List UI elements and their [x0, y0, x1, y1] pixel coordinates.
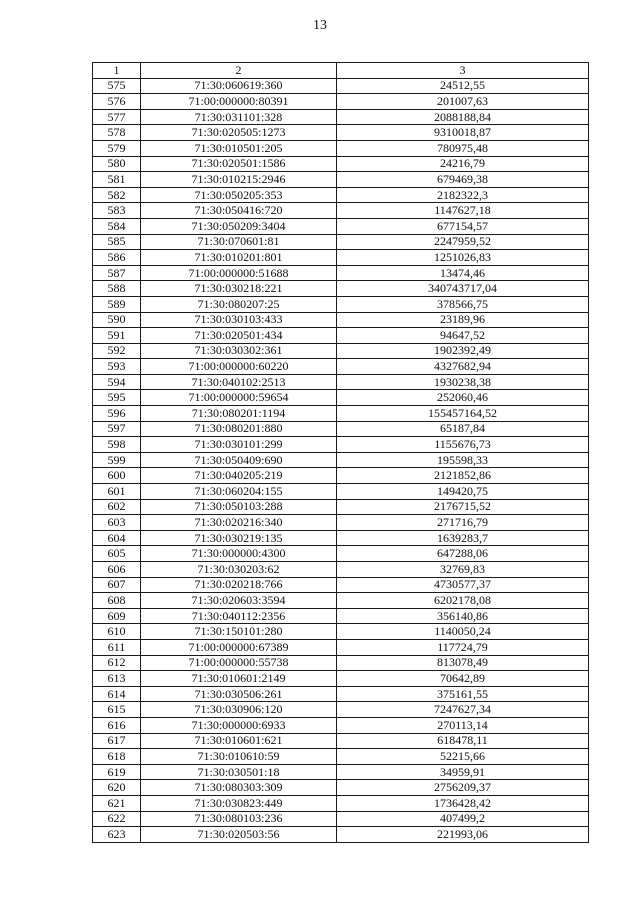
cadastral-number-cell: 71:30:040205:219: [141, 468, 337, 484]
row-number-cell: 589: [93, 296, 141, 312]
row-number-cell: 601: [93, 484, 141, 500]
table-row: [93, 624, 589, 640]
row-number-cell: 608: [93, 593, 141, 609]
value-cell: 24512,55: [337, 78, 589, 94]
cadastral-number-cell: 71:00:000000:55738: [141, 655, 337, 671]
cadastral-number-cell: 71:30:070601:81: [141, 234, 337, 250]
row-number-cell: 587: [93, 265, 141, 281]
row-number-cell: 599: [93, 452, 141, 468]
table-row: [93, 187, 589, 203]
value-cell: 375161,55: [337, 686, 589, 702]
value-cell: 2176715,52: [337, 499, 589, 515]
table-row: [93, 780, 589, 796]
table-row: [93, 686, 589, 702]
cadastral-number-cell: 71:30:030501:18: [141, 764, 337, 780]
row-number-cell: 597: [93, 421, 141, 437]
table-row: [93, 530, 589, 546]
cadastral-number-cell: 71:30:050205:353: [141, 187, 337, 203]
table-row: [93, 421, 589, 437]
table-row: [93, 733, 589, 749]
table-row: [93, 484, 589, 500]
cadastral-number-cell: 71:30:010215:2946: [141, 172, 337, 188]
table-row: [93, 795, 589, 811]
cadastral-number-cell: 71:30:020216:340: [141, 515, 337, 531]
cadastral-number-cell: 71:30:010610:59: [141, 749, 337, 765]
row-number-cell: 610: [93, 624, 141, 640]
table-row: [93, 546, 589, 562]
value-cell: 356140,86: [337, 608, 589, 624]
cadastral-number-cell: 71:30:020503:56: [141, 827, 337, 843]
table-header-row: [93, 63, 589, 79]
row-number-cell: 579: [93, 140, 141, 156]
table-row: [93, 593, 589, 609]
value-cell: 2756209,37: [337, 780, 589, 796]
row-number-cell: 588: [93, 281, 141, 297]
table-row: [93, 156, 589, 172]
value-cell: 6202178,08: [337, 593, 589, 609]
cadastral-number-cell: 71:00:000000:80391: [141, 94, 337, 110]
cadastral-number-cell: 71:30:080303:309: [141, 780, 337, 796]
row-number-cell: 607: [93, 577, 141, 593]
row-number-cell: 604: [93, 530, 141, 546]
table-row: [93, 562, 589, 578]
cadastral-number-cell: 71:30:080207:25: [141, 296, 337, 312]
table-row: [93, 639, 589, 655]
table-row: [93, 281, 589, 297]
cadastral-number-cell: 71:30:030219:135: [141, 530, 337, 546]
row-number-cell: 615: [93, 702, 141, 718]
table-row: [93, 764, 589, 780]
cadastral-number-cell: 71:30:020218:766: [141, 577, 337, 593]
row-number-cell: 575: [93, 78, 141, 94]
value-cell: 94647,52: [337, 328, 589, 344]
column-header-2: 2: [141, 63, 337, 79]
value-cell: 13474,46: [337, 265, 589, 281]
cadastral-number-cell: 71:30:031101:328: [141, 109, 337, 125]
row-number-cell: 578: [93, 125, 141, 141]
value-cell: 155457164,52: [337, 406, 589, 422]
row-number-cell: 580: [93, 156, 141, 172]
value-cell: 271716,79: [337, 515, 589, 531]
cadastral-number-cell: 71:30:030823:449: [141, 795, 337, 811]
cadastral-number-cell: 71:30:060619:360: [141, 78, 337, 94]
cadastral-number-cell: 71:30:030302:361: [141, 343, 337, 359]
row-number-cell: 581: [93, 172, 141, 188]
cadastral-number-cell: 71:30:010601:2149: [141, 671, 337, 687]
column-header-3: 3: [337, 63, 589, 79]
table-row: [93, 827, 589, 843]
value-cell: 52215,66: [337, 749, 589, 765]
row-number-cell: 591: [93, 328, 141, 344]
row-number-cell: 590: [93, 312, 141, 328]
table-row: [93, 749, 589, 765]
table-row: [93, 343, 589, 359]
table-row: [93, 499, 589, 515]
page-number: 13: [313, 18, 327, 33]
table-row: [93, 265, 589, 281]
row-number-cell: 586: [93, 250, 141, 266]
row-number-cell: 584: [93, 218, 141, 234]
value-cell: 1736428,42: [337, 795, 589, 811]
table-row: [93, 515, 589, 531]
table-row: [93, 94, 589, 110]
row-number-cell: 577: [93, 109, 141, 125]
value-cell: 1251026,83: [337, 250, 589, 266]
table-row: [93, 78, 589, 94]
table-row: [93, 312, 589, 328]
table-row: [93, 452, 589, 468]
row-number-cell: 602: [93, 499, 141, 515]
row-number-cell: 619: [93, 764, 141, 780]
cadastral-number-cell: 71:30:080201:1194: [141, 406, 337, 422]
row-number-cell: 603: [93, 515, 141, 531]
value-cell: 4730577,37: [337, 577, 589, 593]
cadastral-number-cell: 71:30:080103:236: [141, 811, 337, 827]
row-number-cell: 576: [93, 94, 141, 110]
row-number-cell: 595: [93, 390, 141, 406]
cadastral-number-cell: 71:30:050103:288: [141, 499, 337, 515]
value-cell: 647288,06: [337, 546, 589, 562]
value-cell: 679469,38: [337, 172, 589, 188]
table-row: [93, 390, 589, 406]
row-number-cell: 605: [93, 546, 141, 562]
row-number-cell: 592: [93, 343, 141, 359]
row-number-cell: 583: [93, 203, 141, 219]
cadastral-number-cell: 71:30:080201:880: [141, 421, 337, 437]
cadastral-number-cell: 71:30:050409:690: [141, 452, 337, 468]
value-cell: 780975,48: [337, 140, 589, 156]
value-cell: 252060,46: [337, 390, 589, 406]
cadastral-number-cell: 71:30:010501:205: [141, 140, 337, 156]
value-cell: 1930238,38: [337, 374, 589, 390]
cadastral-number-cell: 71:30:060204:155: [141, 484, 337, 500]
table-row: [93, 218, 589, 234]
table-row: [93, 250, 589, 266]
cadastral-number-cell: 71:30:020501:1586: [141, 156, 337, 172]
value-cell: 1902392,49: [337, 343, 589, 359]
value-cell: 1140050,24: [337, 624, 589, 640]
row-number-cell: 611: [93, 639, 141, 655]
value-cell: 221993,06: [337, 827, 589, 843]
table-row: [93, 109, 589, 125]
row-number-cell: 609: [93, 608, 141, 624]
table-row: [93, 811, 589, 827]
cadastral-number-cell: 71:00:000000:67389: [141, 639, 337, 655]
value-cell: 2247959,52: [337, 234, 589, 250]
row-number-cell: 598: [93, 437, 141, 453]
cadastral-number-cell: 71:30:010201:801: [141, 250, 337, 266]
table-row: [93, 328, 589, 344]
row-number-cell: 593: [93, 359, 141, 375]
cadastral-number-cell: 71:30:010601:621: [141, 733, 337, 749]
value-cell: 7247627,34: [337, 702, 589, 718]
table-row: [93, 172, 589, 188]
table-row: [93, 717, 589, 733]
cadastral-number-cell: 71:00:000000:60220: [141, 359, 337, 375]
table-row: [93, 437, 589, 453]
row-number-cell: 585: [93, 234, 141, 250]
cadastral-number-cell: 71:30:030506:261: [141, 686, 337, 702]
value-cell: 4327682,94: [337, 359, 589, 375]
row-number-cell: 618: [93, 749, 141, 765]
value-cell: 34959,91: [337, 764, 589, 780]
table-row: [93, 406, 589, 422]
cadastral-number-cell: 71:30:150101:280: [141, 624, 337, 640]
table-body: [93, 78, 589, 842]
value-cell: 117724,79: [337, 639, 589, 655]
table-row: [93, 140, 589, 156]
table-row: [93, 577, 589, 593]
cadastral-number-cell: 71:30:030103:433: [141, 312, 337, 328]
column-header-1: 1: [93, 63, 141, 79]
row-number-cell: 614: [93, 686, 141, 702]
value-cell: 1639283,7: [337, 530, 589, 546]
value-cell: 65187,84: [337, 421, 589, 437]
cadastral-number-cell: 71:30:030906:120: [141, 702, 337, 718]
value-cell: 2088188,84: [337, 109, 589, 125]
value-cell: 1155676,73: [337, 437, 589, 453]
table-row: [93, 671, 589, 687]
table-row: [93, 374, 589, 390]
cadastral-number-cell: 71:30:020501:434: [141, 328, 337, 344]
value-cell: 70642,89: [337, 671, 589, 687]
value-cell: 378566,75: [337, 296, 589, 312]
row-number-cell: 621: [93, 795, 141, 811]
cadastral-value-table: [92, 62, 589, 843]
value-cell: 32769,83: [337, 562, 589, 578]
cadastral-number-cell: 71:30:050209:3404: [141, 218, 337, 234]
value-cell: 23189,96: [337, 312, 589, 328]
row-number-cell: 613: [93, 671, 141, 687]
table-row: [93, 296, 589, 312]
table-row: [93, 359, 589, 375]
row-number-cell: 617: [93, 733, 141, 749]
value-cell: 201007,63: [337, 94, 589, 110]
value-cell: 407499,2: [337, 811, 589, 827]
cadastral-number-cell: 71:30:030203:62: [141, 562, 337, 578]
table-row: [93, 234, 589, 250]
value-cell: 9310018,87: [337, 125, 589, 141]
cadastral-number-cell: 71:30:000000:4300: [141, 546, 337, 562]
row-number-cell: 612: [93, 655, 141, 671]
cadastral-number-cell: 71:30:040112:2356: [141, 608, 337, 624]
cadastral-number-cell: 71:00:000000:51688: [141, 265, 337, 281]
row-number-cell: 623: [93, 827, 141, 843]
cadastral-number-cell: 71:00:000000:59654: [141, 390, 337, 406]
value-cell: 2182322,3: [337, 187, 589, 203]
row-number-cell: 620: [93, 780, 141, 796]
row-number-cell: 594: [93, 374, 141, 390]
row-number-cell: 600: [93, 468, 141, 484]
value-cell: 24216,79: [337, 156, 589, 172]
cadastral-number-cell: 71:30:020505:1273: [141, 125, 337, 141]
value-cell: 340743717,04: [337, 281, 589, 297]
value-cell: 1147627,18: [337, 203, 589, 219]
row-number-cell: 616: [93, 717, 141, 733]
cadastral-number-cell: 71:30:000000:6933: [141, 717, 337, 733]
cadastral-number-cell: 71:30:050416:720: [141, 203, 337, 219]
cadastral-number-cell: 71:30:030101:299: [141, 437, 337, 453]
table-row: [93, 468, 589, 484]
row-number-cell: 622: [93, 811, 141, 827]
row-number-cell: 596: [93, 406, 141, 422]
value-cell: 270113,14: [337, 717, 589, 733]
cadastral-number-cell: 71:30:020603:3594: [141, 593, 337, 609]
cadastral-number-cell: 71:30:040102:2513: [141, 374, 337, 390]
table-row: [93, 702, 589, 718]
value-cell: 195598,33: [337, 452, 589, 468]
value-cell: 618478,11: [337, 733, 589, 749]
row-number-cell: 606: [93, 562, 141, 578]
row-number-cell: 582: [93, 187, 141, 203]
table-row: [93, 125, 589, 141]
cadastral-number-cell: 71:30:030218:221: [141, 281, 337, 297]
value-cell: 2121852,86: [337, 468, 589, 484]
table-row: [93, 203, 589, 219]
value-cell: 149420,75: [337, 484, 589, 500]
value-cell: 813078,49: [337, 655, 589, 671]
table-row: [93, 608, 589, 624]
table-row: [93, 655, 589, 671]
value-cell: 677154,57: [337, 218, 589, 234]
